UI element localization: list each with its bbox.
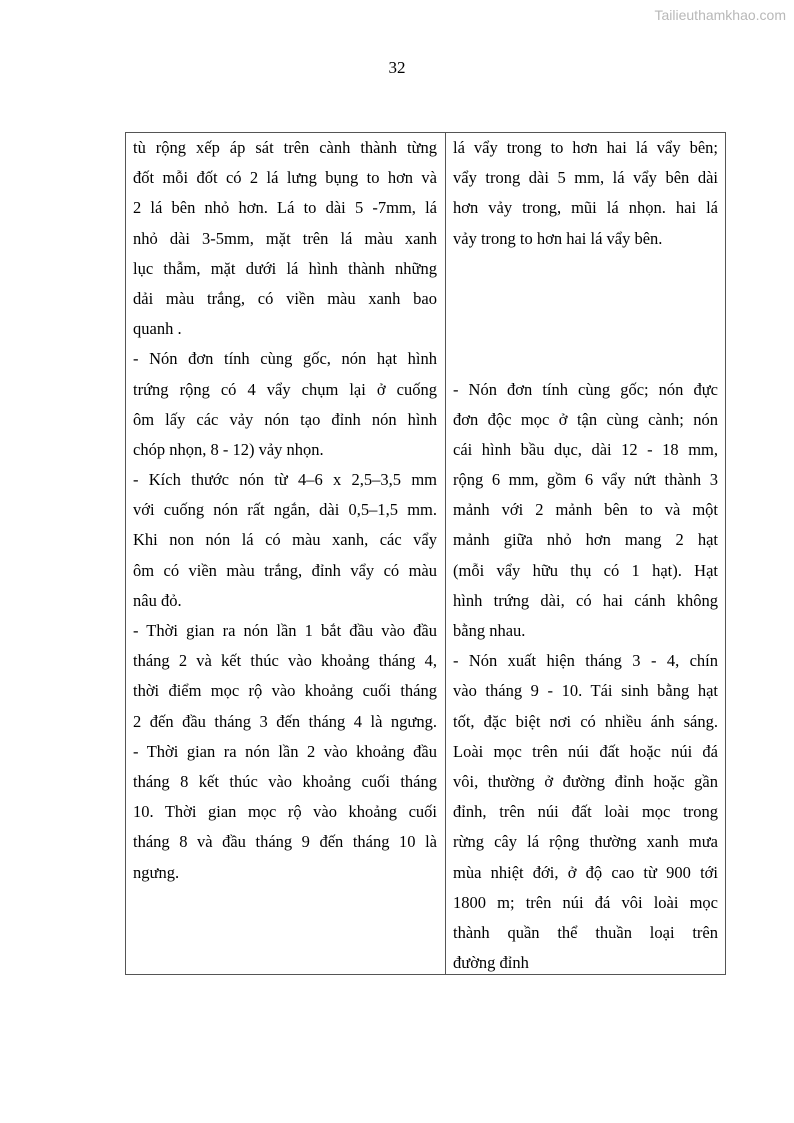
right-column-line: mảnh giữa nhỏ hơn mang 2 hạt [453, 530, 718, 550]
left-column-line: ôm có viền màu trắng, đỉnh vẩy có màu [133, 560, 437, 580]
watermark-text: Tailieuthamkhao.com [654, 7, 786, 23]
left-column-line: tháng 8 kết thúc vào khoảng cuối tháng [133, 771, 437, 791]
right-column-line: vôi, thường ở đường đỉnh hoặc gần [453, 771, 718, 791]
left-column-line: - Thời gian ra nón lần 2 vào khoảng đầu [133, 741, 437, 761]
left-column-line: thời điểm mọc rộ vào khoảng cuối tháng [133, 681, 437, 701]
right-column-line [453, 284, 718, 314]
right-column-line: vẩy trong dài 5 mm, lá vẩy bên dài [453, 168, 718, 188]
left-column-line: đốt mỗi đốt có 2 lá lưng bụng to hơn và [133, 168, 437, 188]
page-number: 32 [388, 58, 406, 77]
left-column-line: 2 đến đầu tháng 3 đến tháng 4 là ngưng. [133, 711, 437, 731]
right-column-line: đường đỉnh [453, 953, 529, 973]
left-column-line: ngưng. [133, 862, 180, 882]
left-column-line: tù rộng xếp áp sát trên cành thành từng [133, 138, 437, 157]
left-column-line: quanh . [133, 319, 182, 339]
left-column-line: trứng rộng có 4 vẩy chụm lại ở cuống [133, 379, 437, 399]
left-column-line: nhỏ dài 3-5mm, mặt trên lá màu xanh [133, 228, 437, 248]
left-column-line: tháng 8 và đầu tháng 9 đến tháng 10 là [133, 832, 437, 852]
left-column-line: - Nón đơn tính cùng gốc, nón hạt hình [133, 349, 437, 369]
right-column-line: Loài mọc trên núi đất hoặc núi đá [453, 741, 718, 761]
left-column-line: ôm lấy các vảy nón tạo đỉnh nón hình [133, 409, 437, 429]
left-column-line: - Kích thước nón từ 4–6 x 2,5–3,5 mm [133, 470, 437, 490]
right-column-line: hình trứng dài, có hai cánh không [453, 590, 718, 610]
left-column-line: nâu đỏ. [133, 590, 182, 610]
left-column-line: 10. Thời gian mọc rộ vào khoảng cuối [133, 802, 437, 822]
right-column-line: (mỗi vẩy hữu thụ có 1 hạt). Hạt [453, 560, 718, 580]
right-column-line: vào tháng 9 - 10. Tái sinh bằng hạt [453, 681, 718, 701]
right-column-line: mùa nhiệt đới, ở độ cao từ 900 tới [453, 862, 718, 882]
left-column-line: dải màu trắng, có viền màu xanh bao [133, 288, 437, 308]
right-column-line: 1800 m; trên núi đá vôi loài mọc [453, 892, 718, 912]
right-column-line [453, 344, 718, 374]
left-column-line: với cuống nón rất ngắn, dài 0,5–1,5 mm. [133, 500, 437, 520]
column-divider [445, 133, 446, 974]
left-column [133, 133, 437, 888]
right-column-line [453, 254, 718, 284]
right-column-line: hơn vảy trong, mũi lá nhọn. hai lá [453, 198, 718, 218]
left-column-line: tháng 2 và kết thúc vào khoảng tháng 4, [133, 651, 437, 671]
right-column-line: thành quần thể thuần loại trên [453, 922, 718, 942]
right-column-line: rừng cây lá rộng thường xanh mưa [453, 832, 718, 852]
right-column-line: bằng nhau. [453, 621, 526, 640]
right-column-line: lá vẩy trong to hơn hai lá vẩy bên; [453, 138, 718, 157]
right-column-line: rộng 6 mm, gồm 6 vẩy nứt thành 3 [453, 470, 718, 490]
content-table [125, 132, 726, 975]
left-column-line: 2 lá bên nhỏ hơn. Lá to dài 5 -7mm, lá [133, 198, 437, 218]
right-column-line: tốt, đặc biệt nơi có nhiều ánh sáng. [453, 711, 718, 731]
right-column-line: đơn độc mọc ở tận cùng cành; nón [453, 409, 718, 429]
right-column-line: - Nón đơn tính cùng gốc; nón đực [453, 379, 718, 399]
left-column-line: lục thẫm, mặt dưới lá hình thành những [133, 258, 437, 278]
left-column-line: chóp nhọn, 8 - 12) vảy nhọn. [133, 439, 324, 459]
right-column-line [453, 314, 718, 344]
right-column-line: - Nón xuất hiện tháng 3 - 4, chín [453, 651, 718, 671]
right-column-line: mảnh với 2 mảnh bên to và một [453, 500, 718, 520]
right-column [453, 133, 718, 978]
right-column-line: đỉnh, trên núi đất loài mọc trong [453, 802, 718, 822]
right-column-line: vảy trong to hơn hai lá vẩy bên. [453, 228, 663, 248]
right-column-line: cái hình bầu dục, dài 12 - 18 mm, [453, 439, 718, 459]
left-column-line: Khi non nón lá có màu xanh, các vẩy [133, 530, 437, 550]
left-column-line: - Thời gian ra nón lần 1 bắt đầu vào đầu [133, 621, 437, 640]
